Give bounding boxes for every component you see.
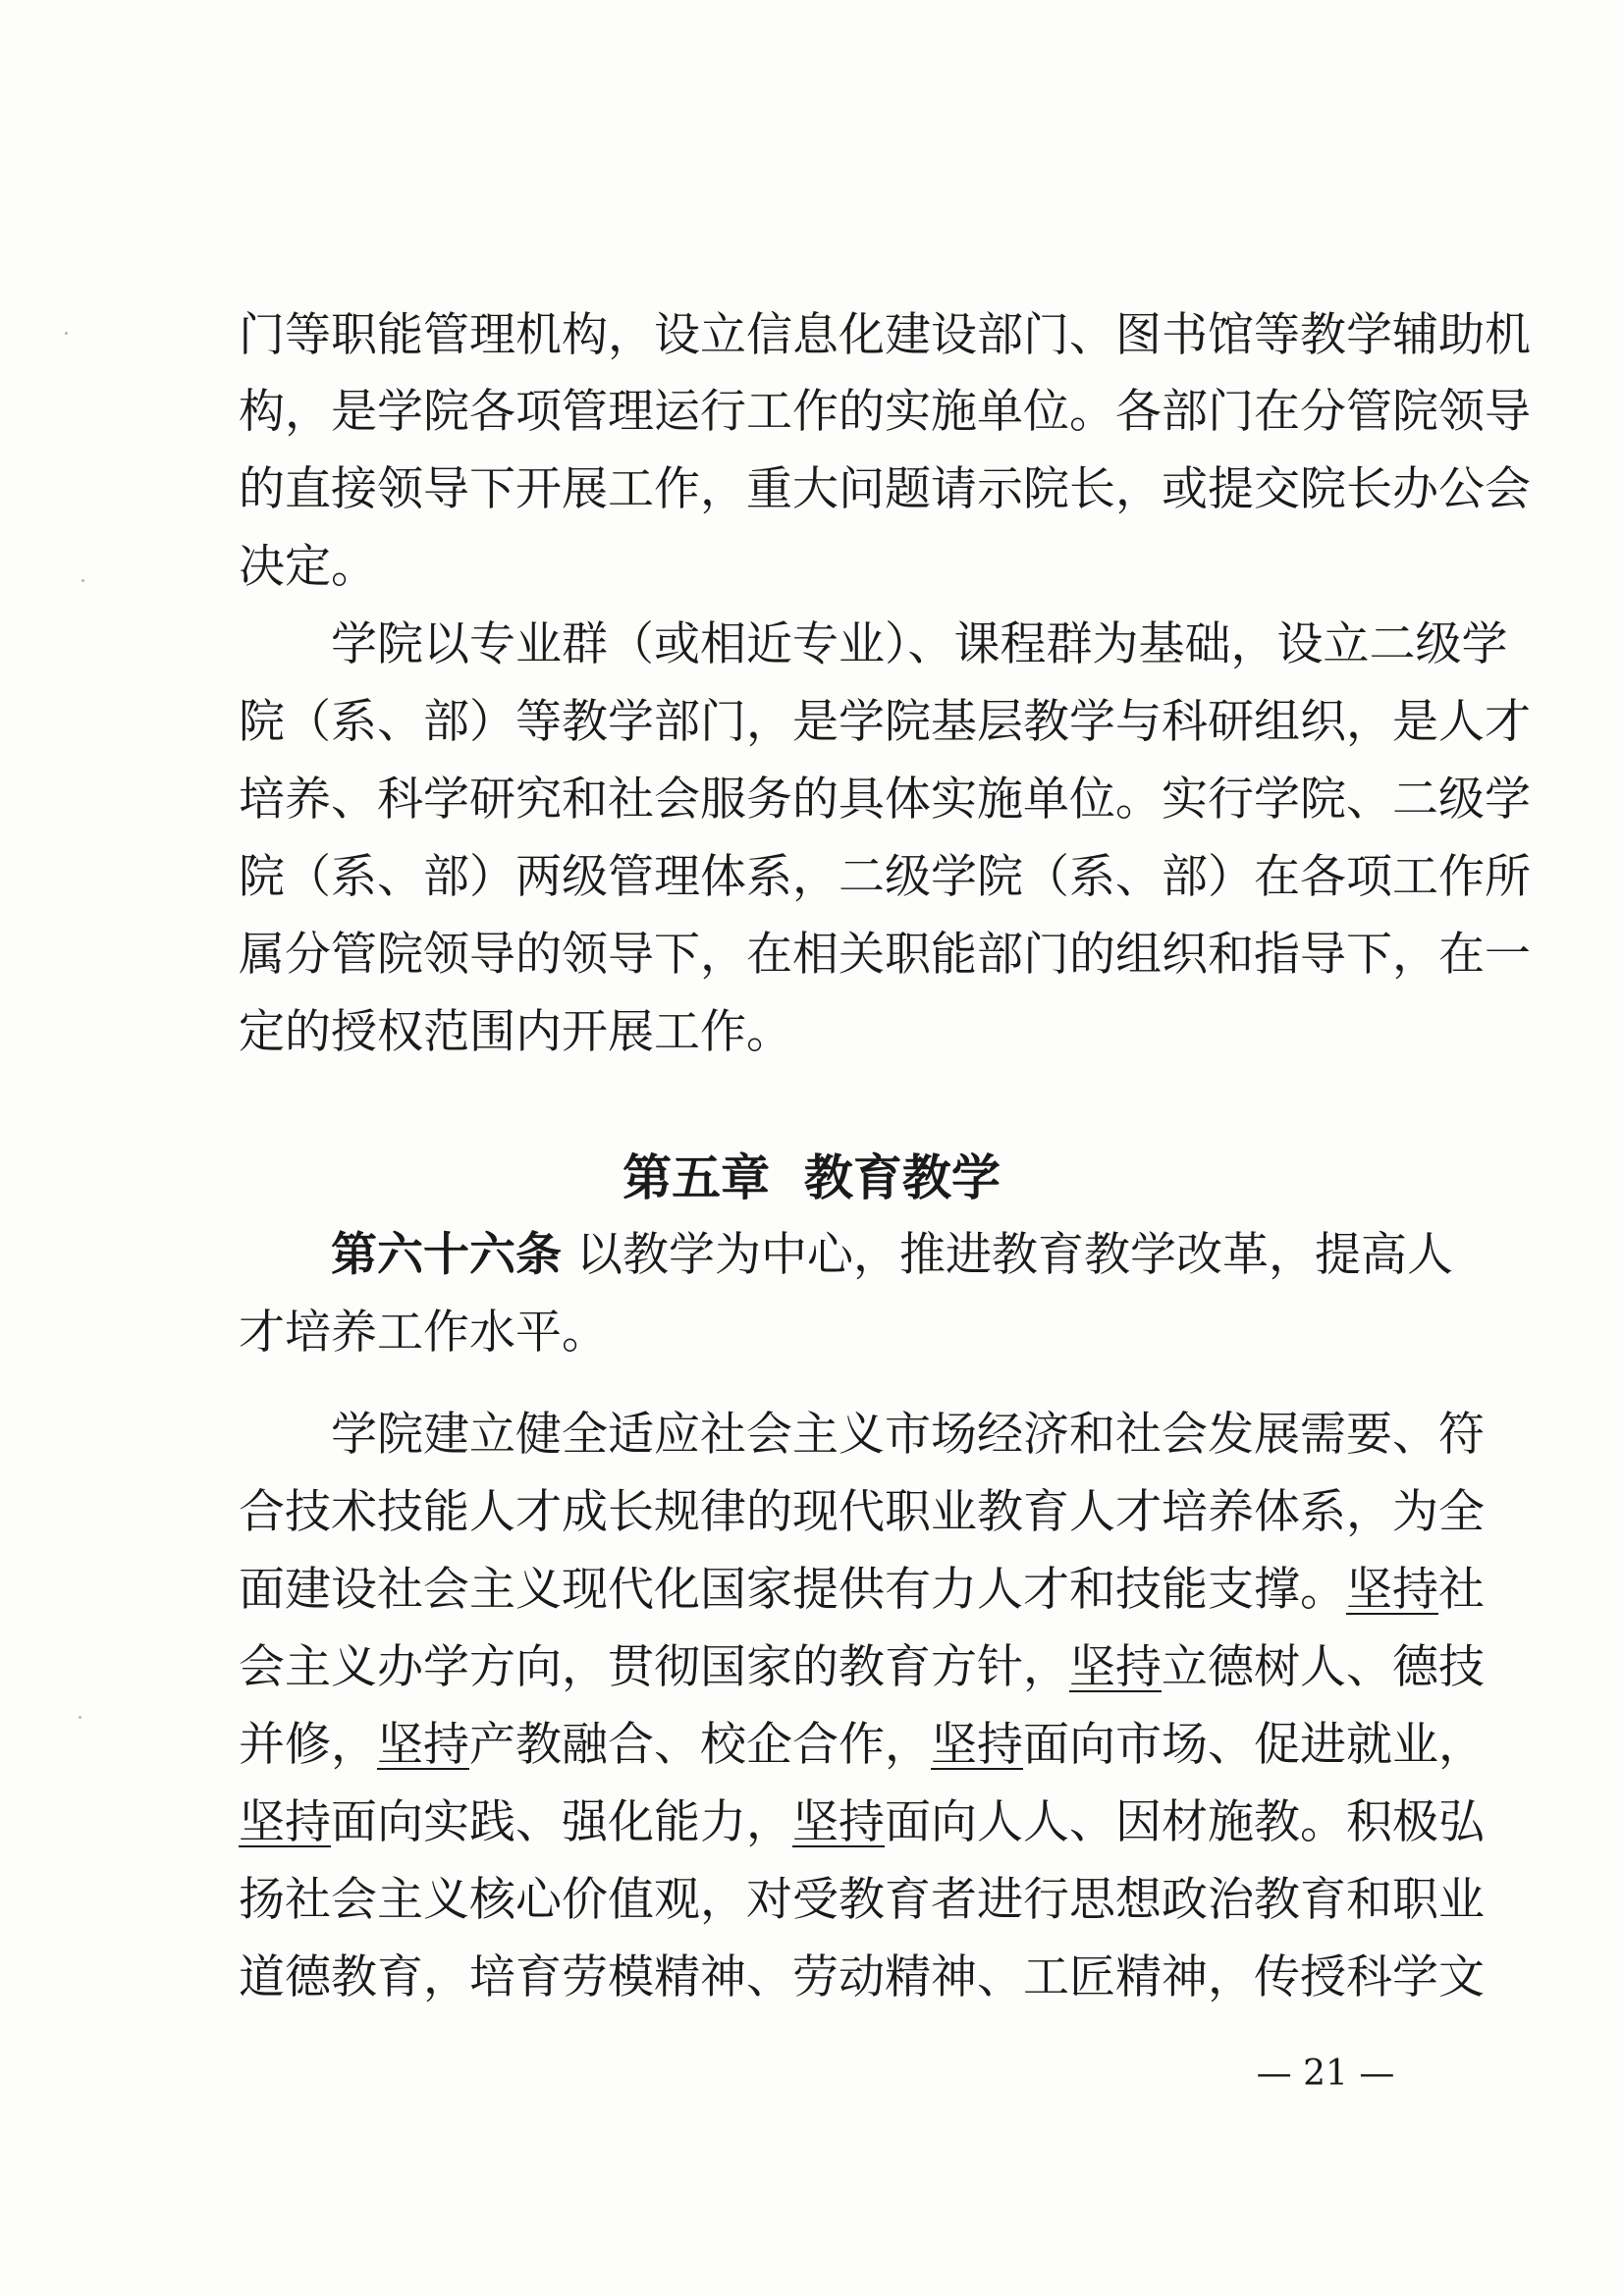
paragraph-line: 构，是学院各项管理运行工作的实施单位。各部门在分管院领导 [239, 385, 1531, 439]
scan-speck [79, 1716, 81, 1719]
text-run: 社 [1438, 1563, 1485, 1617]
article-line [331, 1224, 1453, 1287]
text-run: 面建设社会主义现代化国家提供有力人才和技能支撑。 [239, 1563, 1346, 1617]
paragraph-line [239, 1714, 1485, 1777]
text-run: 会主义办学方向，贯彻国家的教育方针， [239, 1640, 1069, 1694]
text-run: 面向实践、强化能力， [331, 1795, 792, 1849]
paragraph-line: 定的授权范围内开展工作。 [239, 1005, 792, 1059]
paragraph-line [239, 1791, 1485, 1854]
paragraph-line: 院（系、部）两级管理体系，二级学院（系、部）在各项工作所 [239, 850, 1531, 904]
paragraph-line: 属分管院领导的领导下，在相关职能部门的组织和指导下，在一 [239, 928, 1531, 982]
paragraph-line: 门等职能管理机构，设立信息化建设部门、图书馆等教学辅助机 [239, 308, 1531, 362]
text-run: 产教融合、校企合作， [469, 1718, 931, 1772]
underlined-keyword: 坚持 [239, 1795, 331, 1849]
underlined-keyword: 坚持 [792, 1795, 885, 1849]
text-run: 面向市场、促进就业， [1023, 1718, 1485, 1772]
paragraph-line: 学院以专业群（或相近专业）、课程群为基础，设立二级学 [331, 617, 1508, 671]
paragraph-line: 学院建立健全适应社会主义市场经济和社会发展需要、符 [331, 1408, 1485, 1462]
paragraph-line: 扬社会主义核心价值观，对受教育者进行思想政治教育和职业 [239, 1873, 1485, 1927]
text-run: 立德树人、德技 [1162, 1640, 1485, 1694]
underlined-keyword: 坚持 [1346, 1563, 1438, 1617]
paragraph-line: 培养、科学研究和社会服务的具体实施单位。实行学院、二级学 [239, 773, 1531, 827]
paragraph-line: 合技术技能人才成长规律的现代职业教育人才培养体系，为全 [239, 1485, 1485, 1539]
article-label: 第六十六条 [331, 1228, 562, 1282]
paragraph-line: 才培养工作水平。 [239, 1306, 608, 1360]
scan-speck [65, 332, 68, 335]
underlined-keyword: 坚持 [931, 1718, 1023, 1772]
paragraph-line [239, 1559, 1485, 1622]
paragraph-line: 决定。 [239, 540, 377, 594]
underlined-keyword: 坚持 [377, 1718, 469, 1772]
scan-speck [81, 579, 84, 582]
chapter-heading: 第五章 教育教学 [622, 1148, 1001, 1206]
paragraph-line [239, 1636, 1485, 1699]
paragraph-line: 的直接领导下开展工作，重大问题请示院长，或提交院长办公会 [239, 462, 1531, 516]
text-run: 面向人人、因材施教。积极弘 [885, 1795, 1485, 1849]
underlined-keyword: 坚持 [1069, 1640, 1162, 1694]
text-run: 并修， [239, 1718, 377, 1772]
article-text: 以教学为中心，推进教育教学改革，提高人 [575, 1228, 1453, 1282]
page-number: — 21 — [1256, 2054, 1395, 2094]
paragraph-line: 院（系、部）等教学部门，是学院基层教学与科研组织，是人才 [239, 695, 1531, 749]
paragraph-line: 道德教育，培育劳模精神、劳动精神、工匠精神，传授科学文 [239, 1950, 1485, 2004]
